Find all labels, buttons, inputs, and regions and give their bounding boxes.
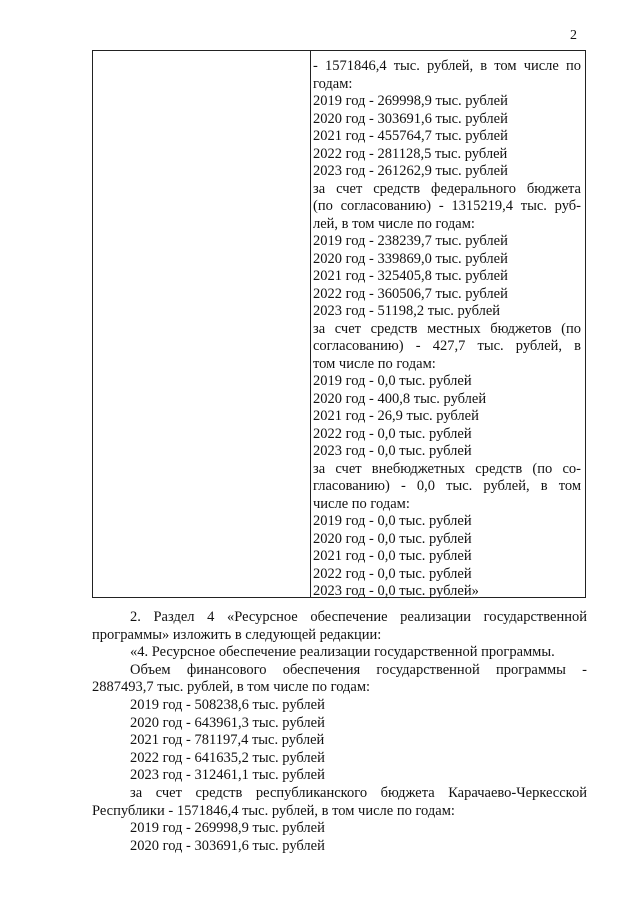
table-line: 2022 год - 0,0 тыс. рублей: [313, 425, 472, 442]
table-line: 2023 год - 0,0 тыс. рублей: [313, 443, 472, 459]
table-line: 2019 год - 0,0 тыс. рублей: [313, 373, 472, 389]
body-line: 2020 год - 643961,3 тыс. рублей: [130, 714, 325, 731]
body-line: 2019 год - 269998,9 тыс. рублей: [130, 820, 325, 837]
table-funding-cell: [313, 58, 581, 601]
body-line: за счет средств республиканского бюджета Карачаево-Черкесской: [130, 784, 587, 801]
body-line: 2021 год - 781197,4 тыс. рублей: [130, 732, 325, 749]
table-line: за счет средств местных бюджетов (по: [313, 320, 581, 337]
table-line: (по согласованию) - 1315219,4 тыс. руб-: [313, 198, 581, 214]
table-line: 2019 год - 238239,7 тыс. рублей: [313, 233, 508, 249]
body-line: 2. Раздел 4 «Ресурсное обеспечение реализации государственной: [130, 609, 587, 625]
table-line: числе по годам:: [313, 495, 410, 512]
table-line: 2021 год - 455764,7 тыс. рублей: [313, 128, 508, 144]
table-line: 2020 год - 0,0 тыс. рублей: [313, 530, 472, 547]
page-number: 2: [570, 28, 577, 43]
table-line: том числе по годам:: [313, 355, 436, 372]
table-line: 2023 год - 51198,2 тыс. рублей: [313, 303, 501, 319]
table-line: 2022 год - 360506,7 тыс. рублей: [313, 285, 508, 302]
body-line: программы» изложить в следующей редакции:: [92, 626, 382, 643]
body-line: 2023 год - 312461,1 тыс. рублей: [130, 767, 325, 784]
table-line: 2021 год - 0,0 тыс. рублей: [313, 548, 472, 564]
table-line: 2022 год - 0,0 тыс. рублей: [313, 565, 472, 582]
table-line: согласованию) - 427,7 тыс. рублей, в: [313, 338, 581, 354]
table-line: 2020 год - 400,8 тыс. рублей: [313, 390, 487, 407]
body-line: «4. Ресурсное обеспечение реализации государственной программы.: [130, 644, 555, 661]
funding-table: [92, 50, 586, 598]
table-column-divider: [310, 51, 311, 597]
table-line: годам:: [313, 75, 353, 92]
table-line: 2021 год - 325405,8 тыс. рублей: [313, 268, 508, 284]
table-line: за счет средств федерального бюджета: [313, 180, 581, 197]
table-line: 2021 год - 26,9 тыс. рублей: [313, 408, 479, 424]
table-line: 2022 год - 281128,5 тыс. рублей: [313, 145, 508, 162]
body-line: 2022 год - 641635,2 тыс. рублей: [130, 749, 325, 766]
table-line: - 1571846,4 тыс. рублей, в том числе по: [313, 58, 581, 74]
section-4-text: [92, 609, 587, 855]
table-line: 2023 год - 261262,9 тыс. рублей: [313, 163, 508, 179]
body-line: 2019 год - 508238,6 тыс. рублей: [130, 696, 325, 713]
body-line: 2887493,7 тыс. рублей, в том числе по годам:: [92, 679, 371, 696]
table-line: лей, в том числе по годам:: [313, 215, 475, 232]
table-line: гласованию) - 0,0 тыс. рублей, в том: [313, 478, 581, 494]
body-line: 2020 год - 303691,6 тыс. рублей: [130, 837, 325, 854]
table-line: 2020 год - 339869,0 тыс. рублей: [313, 250, 508, 267]
table-line: 2019 год - 0,0 тыс. рублей: [313, 513, 472, 529]
table-line: за счет внебюджетных средств (по со-: [313, 460, 581, 477]
body-line: Объем финансового обеспечения государственной программы -: [130, 661, 587, 678]
table-line: 2020 год - 303691,6 тыс. рублей: [313, 110, 508, 127]
body-line: Республики - 1571846,4 тыс. рублей, в том числе по годам:: [92, 802, 455, 819]
table-line: 2019 год - 269998,9 тыс. рублей: [313, 93, 508, 109]
table-line: 2023 год - 0,0 тыс. рублей»: [313, 583, 479, 599]
